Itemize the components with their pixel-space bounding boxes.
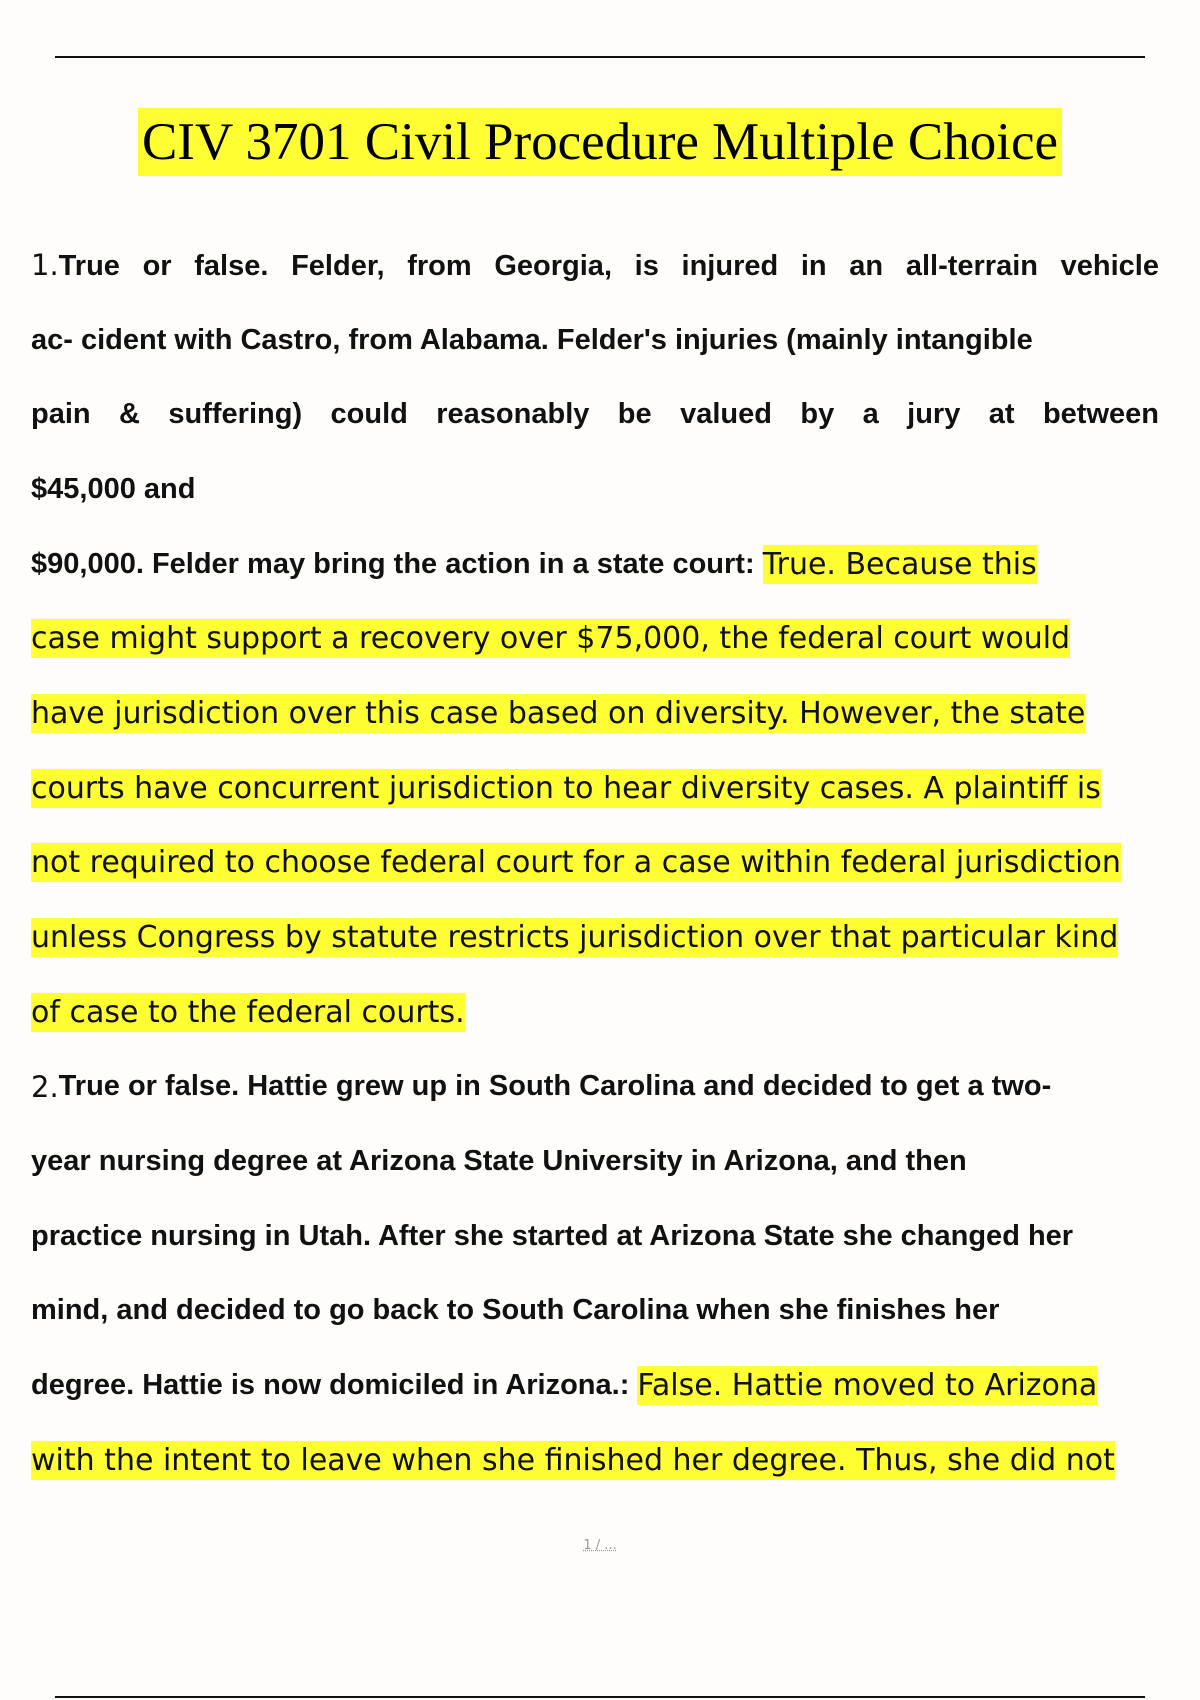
question-1-line-4: $45,000 and xyxy=(31,472,196,505)
question-2-line-5: degree. Hattie is now domiciled in Arizona.: False. Hattie moved to Arizona xyxy=(31,1368,1098,1404)
title-container xyxy=(0,108,1200,176)
answer-1-line-3: have jurisdiction over this case based on diversity. However, the state xyxy=(31,695,1086,731)
top-rule xyxy=(55,56,1145,58)
answer-1-row-5 xyxy=(31,826,1171,901)
answer-1-row-7 xyxy=(31,975,1171,1050)
answer-2-line-2: with the intent to leave when she finished her degree. Thus, she did not xyxy=(31,1442,1115,1478)
question-number: 1. xyxy=(31,248,59,282)
answer-1-line-7: of case to the federal courts. xyxy=(31,994,465,1030)
question-1-line-3: pain & suffering) could reasonably be valued by a jury at between xyxy=(31,398,1159,431)
answer-1-row-3 xyxy=(31,676,1171,751)
answer-2-row-2 xyxy=(31,1423,1171,1498)
bottom-rule xyxy=(55,1696,1145,1698)
answer-1-line-5: not required to choose federal court for a case within federal jurisdiction xyxy=(31,845,1121,881)
document-body xyxy=(31,228,1171,1498)
question-2-line-1: 2. True or false. Hattie grew up in South Carolina and decided to get a two- xyxy=(31,1069,1052,1104)
page-number: 1 / ... xyxy=(583,1538,617,1553)
question-number: 2. xyxy=(31,1069,59,1104)
question-2-line-3: practice nursing in Utah. After she started at Arizona State she changed her xyxy=(31,1219,1074,1252)
answer-1-line-1: True. Because this xyxy=(762,546,1037,582)
document-title: CIV 3701 Civil Procedure Multiple Choice xyxy=(138,108,1062,176)
question-1-line-5: $90,000. Felder may bring the action in a state court: True. Because this xyxy=(31,546,1037,582)
question-1-line-2: ac- cident with Castro, from Alabama. Felder's injuries (mainly intangible xyxy=(31,323,1033,356)
answer-1-row-6 xyxy=(31,900,1171,975)
answer-2-line-1: False. Hattie moved to Arizona xyxy=(637,1368,1098,1404)
answer-1-row-4 xyxy=(31,751,1171,826)
answer-1-row-2 xyxy=(31,601,1171,676)
question-1-line-1: 1.True or false. Felder, from Georgia, is injured in an all-terrain vehicle xyxy=(31,248,1159,282)
answer-1-line-4: courts have concurrent jurisdiction to hear diversity cases. A plaintiff is xyxy=(31,770,1101,806)
answer-1-line-6: unless Congress by statute restricts jurisdiction over that particular kind xyxy=(31,920,1119,956)
answer-1-line-2: case might support a recovery over $75,000, the federal court would xyxy=(31,621,1071,657)
question-2-line-4: mind, and decided to go back to South Carolina when she finishes her xyxy=(31,1294,1000,1327)
question-2-line-2: year nursing degree at Arizona State University in Arizona, and then xyxy=(31,1145,967,1178)
